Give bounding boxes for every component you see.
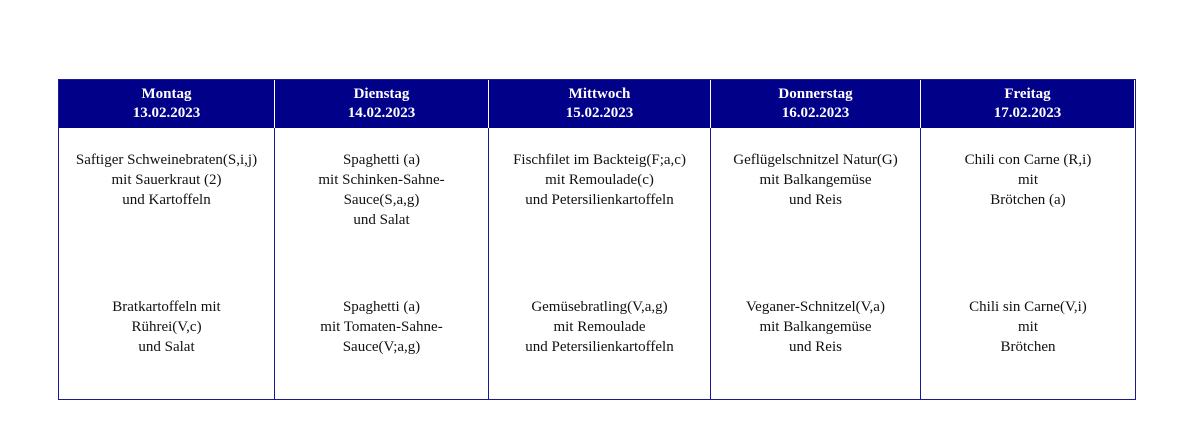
day-date: 17.02.2023 <box>993 105 1062 121</box>
day-header-monday <box>59 80 275 128</box>
meal-line: Sauce(V;a,g) <box>342 339 421 355</box>
meal-line: Geflügelschnitzel Natur(G) <box>733 152 898 168</box>
meal-line: und Kartoffeln <box>122 192 211 208</box>
meal-line: Brötchen <box>1000 339 1056 355</box>
meal-line: mit <box>1017 319 1038 335</box>
meal-line: mit Remoulade <box>553 319 646 335</box>
meal-line: Fischfilet im Backteig(F;a,c) <box>513 152 686 168</box>
meal-line: Chili con Carne (R,i) <box>964 152 1092 168</box>
meal-line: Gemüsebratling(V,a,g) <box>531 299 668 315</box>
meal-cell-tuesday-1 <box>275 128 489 255</box>
meal-line: Bratkartoffeln mit <box>112 299 221 315</box>
day-name: Freitag <box>1004 86 1051 102</box>
meal-line: Spaghetti (a) <box>342 152 421 168</box>
day-date: 15.02.2023 <box>565 105 634 121</box>
day-header-friday <box>921 80 1135 128</box>
meal-line: Brötchen (a) <box>990 192 1066 208</box>
meal-line: Saftiger Schweinebraten(S,i,j) <box>75 152 258 168</box>
meal-line: und Reis <box>789 339 842 355</box>
meal-cell-wednesday-1 <box>489 128 711 255</box>
meal-cell-friday-1 <box>921 128 1135 255</box>
meal-line: Chili sin Carne(V,i) <box>969 299 1087 315</box>
meal-line: mit Sauerkraut (2) <box>111 172 222 188</box>
meal-cell-monday-1 <box>59 128 275 255</box>
meal-line: und Salat <box>138 339 195 355</box>
meal-cell-thursday-1 <box>711 128 921 255</box>
meal-line: mit Balkangemüse <box>759 172 872 188</box>
weekly-menu-table <box>58 79 1136 400</box>
meal-cell-tuesday-2 <box>275 255 489 399</box>
day-name: Donnerstag <box>778 86 853 102</box>
meal-line: mit Remoulade(c) <box>545 172 654 188</box>
meal-line: mit Tomaten-Sahne- <box>320 319 443 335</box>
meal-line: und Salat <box>353 212 410 228</box>
meal-line: und Reis <box>789 192 842 208</box>
day-name: Dienstag <box>353 86 410 102</box>
day-header-thursday <box>711 80 921 128</box>
meal-cell-wednesday-2 <box>489 255 711 399</box>
meal-cell-thursday-2 <box>711 255 921 399</box>
meal-line: Sauce(S,a,g) <box>343 192 420 208</box>
meal-line: und Petersilienkartoffeln <box>525 339 674 355</box>
meal-line: mit Schinken-Sahne- <box>318 172 445 188</box>
day-date: 13.02.2023 <box>132 105 201 121</box>
day-name: Mittwoch <box>568 86 631 102</box>
meal-line: und Petersilienkartoffeln <box>525 192 674 208</box>
meal-line: mit Balkangemüse <box>759 319 872 335</box>
day-header-tuesday <box>275 80 489 128</box>
meal-line: Rührei(V,c) <box>131 319 202 335</box>
day-date: 16.02.2023 <box>781 105 850 121</box>
meal-line: mit <box>1017 172 1038 188</box>
meal-line: Veganer-Schnitzel(V,a) <box>746 299 885 315</box>
meal-cell-monday-2 <box>59 255 275 399</box>
day-date: 14.02.2023 <box>347 105 416 121</box>
meal-line: Spaghetti (a) <box>342 299 421 315</box>
day-name: Montag <box>141 86 192 102</box>
meal-cell-friday-2 <box>921 255 1135 399</box>
day-header-wednesday <box>489 80 711 128</box>
